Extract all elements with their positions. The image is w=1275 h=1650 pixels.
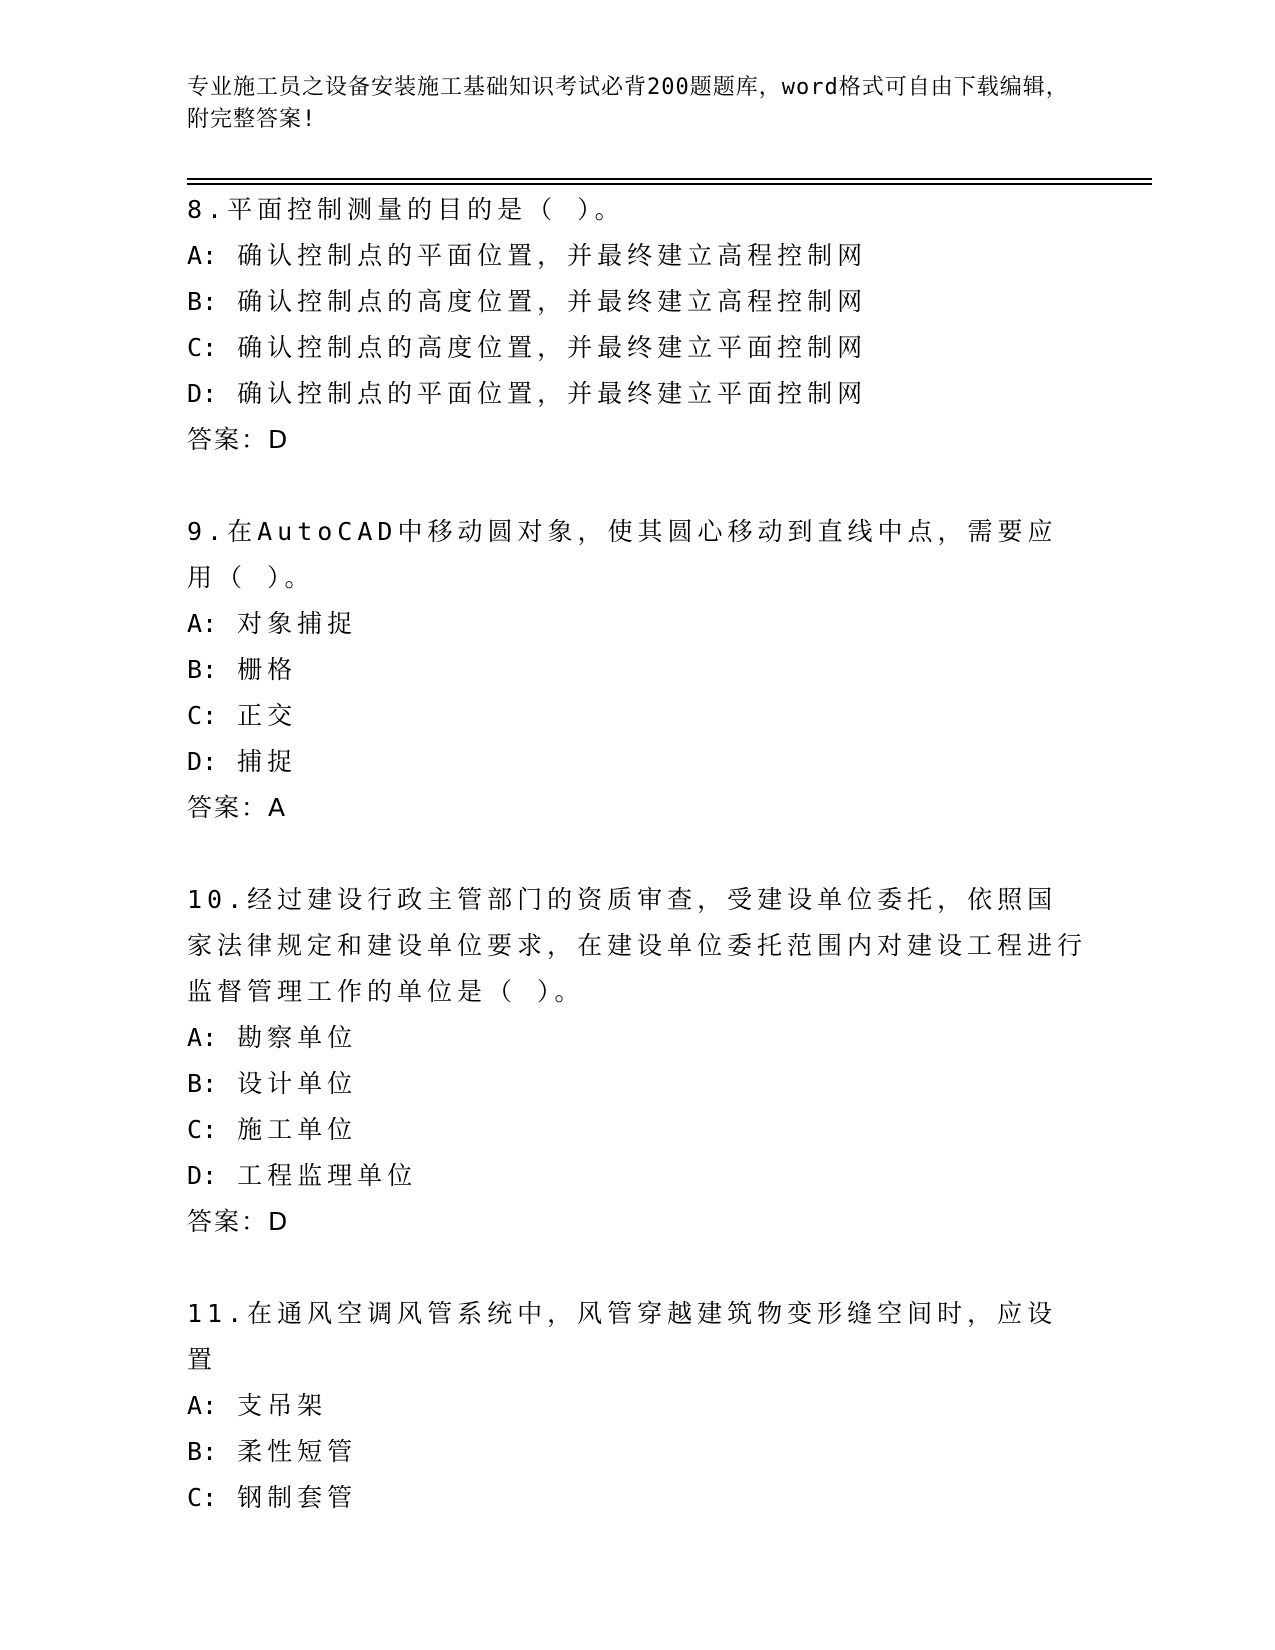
header-divider-top (187, 178, 1152, 180)
option-letter: C: (187, 701, 218, 730)
option-letter: D: (187, 1161, 218, 1190)
option-text: 柔性短管 (237, 1437, 358, 1466)
question-text: 11.在通风空调风管系统中，风管穿越建筑物变形缝空间时，应设置 (187, 1299, 1058, 1374)
option-c (187, 1475, 1087, 1521)
option-b (187, 647, 1087, 693)
option-text: 确认控制点的高度位置，并最终建立平面控制网 (237, 333, 868, 362)
option-d (187, 371, 1087, 417)
option-text: 确认控制点的平面位置，并最终建立高程控制网 (237, 241, 868, 270)
option-text: 栅格 (237, 655, 298, 684)
option-letter: B: (187, 1069, 218, 1098)
option-c (187, 1107, 1087, 1153)
option-b (187, 279, 1087, 325)
option-text: 对象捕捉 (237, 609, 358, 638)
answer: 答案：D (187, 425, 290, 454)
option-d (187, 739, 1087, 785)
question-11 (187, 1291, 1087, 1521)
question-10 (187, 877, 1087, 1245)
option-b (187, 1429, 1087, 1475)
option-text: 确认控制点的平面位置，并最终建立平面控制网 (237, 379, 868, 408)
question-9 (187, 509, 1087, 831)
option-b (187, 1061, 1087, 1107)
question-8 (187, 187, 1087, 463)
option-d (187, 1153, 1087, 1199)
option-a (187, 1015, 1087, 1061)
option-c (187, 325, 1087, 371)
option-a (187, 601, 1087, 647)
option-letter: A: (187, 1391, 218, 1420)
option-letter: D: (187, 379, 218, 408)
option-text: 确认控制点的高度位置，并最终建立高程控制网 (237, 287, 868, 316)
answer: 答案：A (187, 793, 288, 822)
option-letter: B: (187, 655, 218, 684)
question-text: 9.在AutoCAD中移动圆对象，使其圆心移动到直线中点，需要应用（ ）。 (187, 517, 1058, 592)
option-letter: A: (187, 241, 218, 270)
option-letter: B: (187, 287, 218, 316)
question-text: 10.经过建设行政主管部门的资质审查，受建设单位委托，依照国家法律规定和建设单位要求，在建设单位委托范围内对建设工程进行监督管理工作的单位是（ ）。 (187, 885, 1088, 1006)
document-title: 专业施工员之设备安装施工基础知识考试必背200题题库，word格式可自由下载编辑，附完整答案! (187, 75, 1069, 132)
option-a (187, 233, 1087, 279)
option-letter: C: (187, 333, 218, 362)
header-divider-bottom (187, 183, 1152, 185)
option-a (187, 1383, 1087, 1429)
answer: 答案：D (187, 1207, 290, 1236)
option-text: 设计单位 (237, 1069, 358, 1098)
option-letter: C: (187, 1483, 218, 1512)
option-text: 捕捉 (237, 747, 298, 776)
option-text: 钢制套管 (237, 1483, 358, 1512)
option-text: 工程监理单位 (237, 1161, 418, 1190)
option-text: 施工单位 (237, 1115, 358, 1144)
option-text: 正交 (237, 701, 298, 730)
option-letter: A: (187, 609, 218, 638)
option-letter: B: (187, 1437, 218, 1466)
option-text: 勘察单位 (237, 1023, 358, 1052)
option-c (187, 693, 1087, 739)
option-letter: C: (187, 1115, 218, 1144)
option-letter: A: (187, 1023, 218, 1052)
option-text: 支吊架 (237, 1391, 328, 1420)
question-list (187, 187, 1087, 1521)
question-text: 8.平面控制测量的目的是（ ）。 (187, 195, 625, 224)
option-letter: D: (187, 747, 218, 776)
